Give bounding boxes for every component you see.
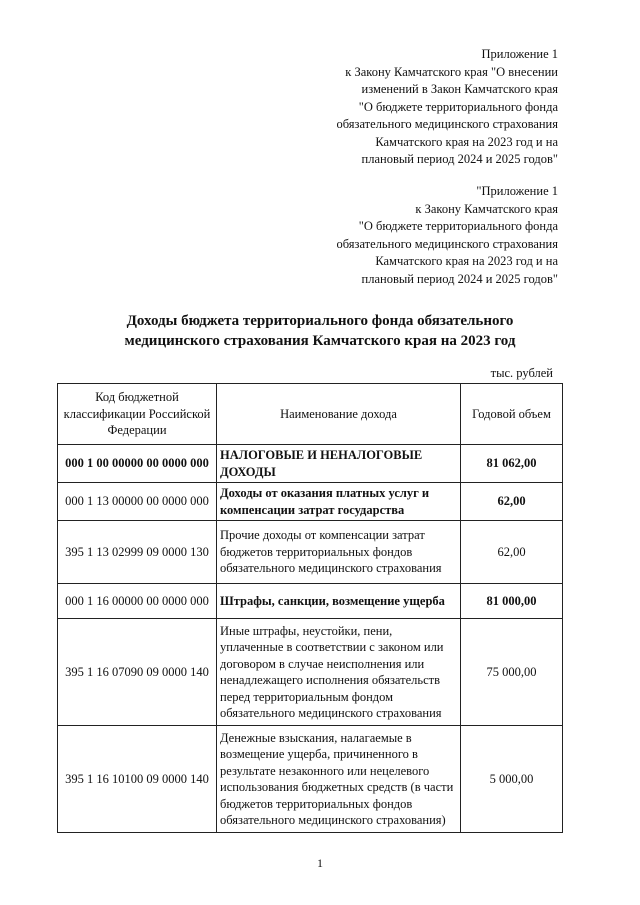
- annex-line: обязательного медицинского страхования: [336, 236, 558, 251]
- table-row: [58, 619, 563, 726]
- document-title: [0, 311, 640, 351]
- row-code: 395 1 16 10100 09 0000 140: [58, 726, 217, 833]
- row-amount: 81 000,00: [461, 584, 563, 619]
- title-line: Доходы бюджета территориального фонда обязательного: [126, 313, 514, 329]
- annex-line: "О бюджете территориального фонда: [358, 99, 558, 114]
- row-name: Доходы от оказания платных услуг и компенсации затрат государства: [217, 483, 461, 521]
- row-name: Денежные взыскания, налагаемые в возмещение ущерба, причиненного в результате незаконного или нецелевого использования бюджетных средств (в части бюджетов территориальных фондов обязательного медицинского страхования): [217, 726, 461, 833]
- row-code: 395 1 16 07090 09 0000 140: [58, 619, 217, 726]
- page-number: 1: [317, 856, 323, 870]
- row-amount: 81 062,00: [461, 445, 563, 483]
- table-row: [58, 521, 563, 584]
- row-amount: 62,00: [461, 521, 563, 584]
- table-row: [58, 726, 563, 833]
- row-code: 000 1 00 00000 00 0000 000: [58, 445, 217, 483]
- row-code: 000 1 16 00000 00 0000 000: [58, 584, 217, 619]
- annex-line: Камчатского края на 2023 год и на: [375, 134, 558, 149]
- annex-header-current: [336, 46, 558, 169]
- annex-line: Приложение 1: [481, 47, 558, 61]
- annex-line: "Приложение 1: [476, 184, 558, 198]
- units-label: тыс. рублей: [490, 366, 553, 380]
- annex-line: Камчатского края на 2023 год и на: [375, 254, 558, 268]
- row-amount: 5 000,00: [461, 726, 563, 833]
- row-amount: 62,00: [461, 483, 563, 521]
- annex-line: плановый период 2024 и 2025 годов": [361, 271, 558, 286]
- row-name: Иные штрафы, неустойки, пени, уплаченные в соответствии с законом или договором в случае неисполнения или ненадлежащего исполнения обязательств перед территориальным фондом обязательного медицинского страхования: [217, 619, 461, 726]
- income-table: [57, 383, 563, 833]
- table-row: [58, 483, 563, 521]
- annex-line: "О бюджете территориального фонда: [358, 219, 558, 233]
- row-name: Штрафы, санкции, возмещение ущерба: [217, 584, 461, 619]
- table-header-row: [58, 384, 563, 445]
- annex-line: обязательного медицинского страхования: [336, 117, 558, 131]
- row-name: НАЛОГОВЫЕ И НЕНАЛОГОВЫЕ ДОХОДЫ: [217, 445, 461, 483]
- row-amount: 75 000,00: [461, 619, 563, 726]
- table-row: [58, 584, 563, 619]
- annex-line: плановый период 2024 и 2025 годов": [361, 152, 558, 166]
- row-code: 395 1 13 02999 09 0000 130: [58, 521, 217, 584]
- header-name: Наименование дохода: [217, 384, 461, 445]
- table-row: [58, 445, 563, 483]
- header-code: Код бюджетной классификации Российской Федерации: [58, 384, 217, 445]
- row-name: Прочие доходы от компенсации затрат бюджетов территориальных фондов обязательного медицинского страхования: [217, 521, 461, 584]
- header-amount: Годовой объем: [461, 384, 563, 445]
- annex-line: к Закону Камчатского края "О внесении: [345, 64, 558, 79]
- annex-header-original: [336, 183, 558, 288]
- annex-line: изменений в Закон Камчатского края: [361, 82, 558, 96]
- annex-line: к Закону Камчатского края: [415, 201, 558, 216]
- title-line: медицинского страхования Камчатского края на 2023 год: [124, 333, 516, 349]
- row-code: 000 1 13 00000 00 0000 000: [58, 483, 217, 521]
